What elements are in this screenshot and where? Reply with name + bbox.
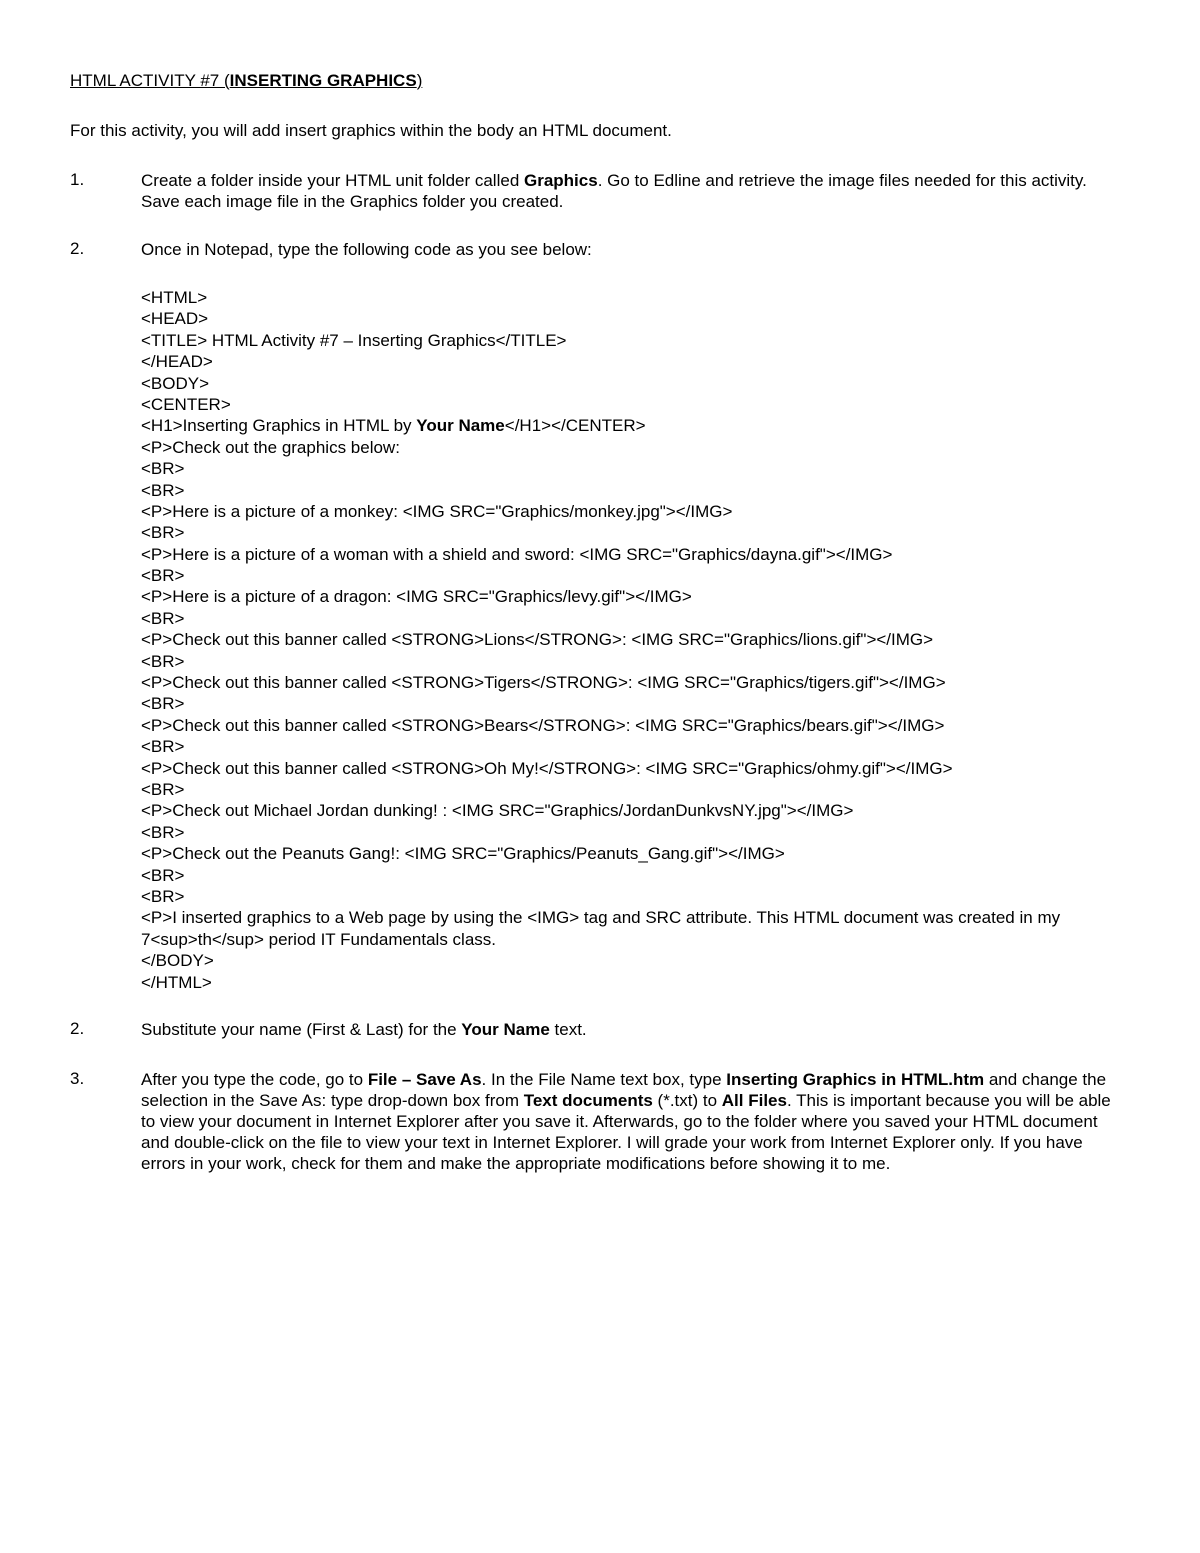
code-line: <HEAD> xyxy=(141,309,209,329)
code-line: <P>Check out Michael Jordan dunking! : <IMG SRC="Graphics/JordanDunkvsNY.jpg"></IMG> xyxy=(141,801,854,821)
code-line: <BR> xyxy=(141,694,185,714)
code-line: <P>Here is a picture of a monkey: <IMG SRC="Graphics/monkey.jpg"></IMG> xyxy=(141,501,733,521)
page-title xyxy=(70,71,422,91)
title-prefix: HTML ACTIVITY #7 ( xyxy=(70,71,230,90)
step-2-text: Once in Notepad, type the following code as you see below: xyxy=(141,240,592,259)
code-line: <P>Check out this banner called <STRONG>Lions</STRONG>: <IMG SRC="Graphics/lions.gif"></IMG> xyxy=(141,630,934,650)
code-line: <P>Check out this banner called <STRONG>Oh My!</STRONG>: <IMG SRC="Graphics/ohmy.gif"></IMG> xyxy=(141,758,953,778)
step-1-text xyxy=(141,170,1126,212)
title-bold: INSERTING GRAPHICS xyxy=(229,71,417,90)
code-line: </HEAD> xyxy=(141,352,213,372)
code-block xyxy=(141,287,1131,993)
step-3-text-a: After you type the code, go to xyxy=(141,1070,368,1089)
code-line: <BODY> xyxy=(141,373,210,393)
code-line-h1-b: </H1></CENTER> xyxy=(504,416,646,436)
code-line: <BR> xyxy=(141,480,185,500)
step-3-text-b: . In the File Name text box, type xyxy=(481,1070,727,1089)
code-line: <BR> xyxy=(141,737,185,757)
title-suffix: ) xyxy=(416,71,423,90)
step-3-number: 3. xyxy=(70,1069,85,1088)
code-line: <P>Check out the Peanuts Gang!: <IMG SRC="Graphics/Peanuts_Gang.gif"></IMG> xyxy=(141,844,785,864)
step-1-bold-graphics: Graphics xyxy=(524,171,598,190)
code-line: </HTML> xyxy=(141,972,212,992)
code-line: <BR> xyxy=(141,651,185,671)
code-line: <BR> xyxy=(141,523,185,543)
step-2b-text-b: text. xyxy=(549,1020,587,1039)
step-3-text-d: (*.txt) to xyxy=(652,1091,722,1110)
step-3-bold-allfiles: All Files xyxy=(721,1091,787,1110)
code-line: <BR> xyxy=(141,779,185,799)
step-2-number: 2. xyxy=(70,239,85,258)
code-line: <BR> xyxy=(141,865,185,885)
step-2b-text-a: Substitute your name (First & Last) for the xyxy=(141,1020,462,1039)
code-line: <P>Check out the graphics below: xyxy=(141,437,400,457)
step-3-bold-textdocs: Text documents xyxy=(523,1091,653,1110)
code-line: <BR> xyxy=(141,608,185,628)
code-line: <TITLE> HTML Activity #7 – Inserting Graphics</TITLE> xyxy=(141,330,567,350)
step-3-bold-filename: Inserting Graphics in HTML.htm xyxy=(726,1070,985,1089)
code-line: </BODY> xyxy=(141,951,214,971)
step-3-bold-file: File – Save As xyxy=(367,1070,482,1089)
step-2b-text xyxy=(141,1019,1126,1040)
step-1-text-b: . Go to Edline and retrieve the image files needed for this activity. Save each image file in the Graphics folder you created. xyxy=(141,171,1087,211)
code-line-wrapped: <P>I inserted graphics to a Web page by using the <IMG> tag and SRC attribute. This HTML document was created in my 7<sup>th</sup> period IT Fundamentals class. xyxy=(141,908,1061,949)
code-line: <BR> xyxy=(141,566,185,586)
code-line: <HTML> xyxy=(141,288,208,307)
step-3-text xyxy=(141,1069,1126,1174)
step-1-number: 1. xyxy=(70,170,85,189)
code-line: <BR> xyxy=(141,822,185,842)
code-line: <BR> xyxy=(141,459,185,479)
intro-paragraph: For this activity, you will add insert graphics within the body an HTML document. xyxy=(70,121,672,140)
code-line: <BR> xyxy=(141,886,185,906)
code-line-h1-bold: Your Name xyxy=(416,416,505,436)
step-3-text-e: . This is important because you will be able to view your document in Internet Explorer after you save it. Afterwards, go to the folder where you saved your HTML document and double-click on the file to view your text in Internet Explorer. I will grade your work from Internet Explorer only. If you have errors in your work, check for them and make the appropriate modifications before showing it to me. xyxy=(141,1091,1111,1173)
code-line-h1-a: <H1>Inserting Graphics in HTML by xyxy=(141,416,417,436)
step-2b-number: 2. xyxy=(70,1019,85,1038)
code-line: <P>Here is a picture of a dragon: <IMG SRC="Graphics/levy.gif"></IMG> xyxy=(141,587,692,607)
code-line: <P>Here is a picture of a woman with a shield and sword: <IMG SRC="Graphics/dayna.gif"></IMG> xyxy=(141,544,893,564)
code-line: <P>Check out this banner called <STRONG>Tigers</STRONG>: <IMG SRC="Graphics/tigers.gif"></IMG> xyxy=(141,673,946,693)
step-1-text-a: Create a folder inside your HTML unit folder called xyxy=(141,171,524,190)
step-2b-bold-name: Your Name xyxy=(461,1020,550,1039)
code-line: <P>Check out this banner called <STRONG>Bears</STRONG>: <IMG SRC="Graphics/bears.gif"></IMG> xyxy=(141,715,945,735)
code-line: <CENTER> xyxy=(141,394,231,414)
code-line-h1 xyxy=(141,415,1131,436)
step-3-text-c: and change the selection in the Save As: type drop-down box from xyxy=(141,1070,1107,1110)
